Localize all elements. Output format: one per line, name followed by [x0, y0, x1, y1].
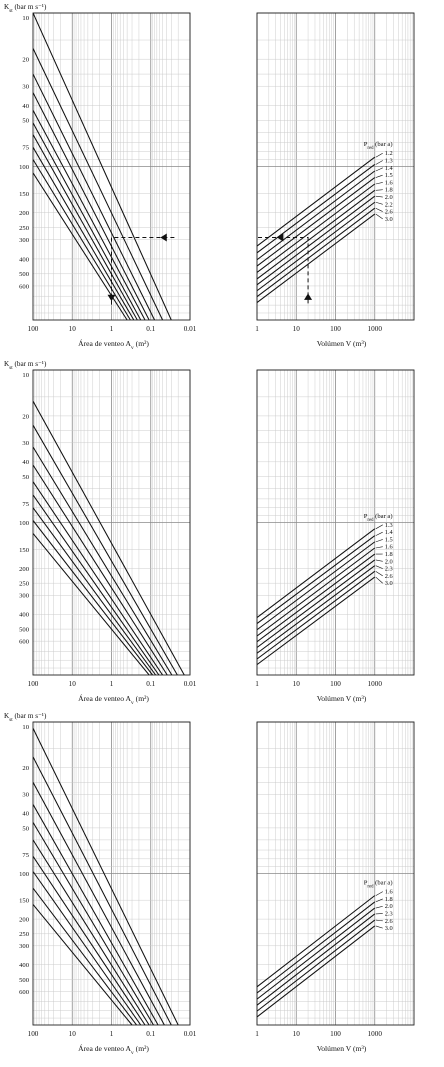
- legend-leader: [376, 566, 383, 569]
- legend-leader: [376, 920, 383, 921]
- legend-label-1-8: 1.8: [384, 551, 393, 559]
- legend-label-1-5: 1.5: [384, 172, 393, 180]
- legend-label-2-2: 2.2: [384, 201, 393, 209]
- y-tick-label: 10: [22, 724, 29, 731]
- legend-leader: [376, 539, 383, 541]
- legend-label-2-3: 2.3: [384, 565, 393, 573]
- chart-right-row-2: [255, 370, 414, 703]
- y-tick-label: 200: [19, 916, 29, 924]
- series-line-1-8: [257, 554, 375, 642]
- legend-leader: [376, 560, 383, 561]
- x-axis-label: Volúmen V (m³): [316, 694, 367, 703]
- series-line-3-0: [257, 926, 375, 1017]
- series-line-2-6: [257, 571, 375, 659]
- series-line-5: [33, 840, 149, 1025]
- x-tick-label: 10: [292, 680, 300, 688]
- y-axis-label: $K_{st}$ (bar m s⁻¹): [4, 712, 47, 723]
- y-tick-label: 300: [19, 237, 29, 245]
- legend-label-1-2: 1.2: [384, 150, 393, 158]
- x-tick-label: 0.01: [183, 325, 197, 333]
- guide-dashed-line: [112, 237, 175, 305]
- x-axis-label: Área de venteo $A_v$ (m²): [78, 694, 149, 706]
- y-tick-label: 100: [19, 870, 29, 878]
- legend-label-1-6: 1.6: [384, 888, 393, 896]
- legend-leader: [376, 547, 383, 548]
- y-tick-label: 100: [19, 519, 29, 527]
- guide-arrowhead: [304, 293, 312, 299]
- series-line-2: [33, 74, 155, 320]
- legend-leader: [376, 168, 383, 171]
- x-tick-label: 1: [255, 325, 259, 333]
- y-tick-label: 20: [22, 56, 29, 64]
- curve-group: [33, 401, 184, 675]
- series-line-8: [33, 533, 149, 675]
- y-tick-label: 100: [19, 163, 29, 171]
- y-tick-label: 200: [19, 210, 29, 218]
- legend-label-1-6: 1.6: [384, 543, 393, 551]
- x-tick-label: 100: [330, 680, 341, 688]
- x-tick-label: 0.1: [146, 325, 156, 333]
- legend-label-3-0: 3.0: [384, 215, 393, 223]
- legend-label-1-3: 1.3: [384, 157, 393, 165]
- x-tick-label: 100: [330, 1030, 341, 1038]
- y-tick-label: 300: [19, 943, 29, 951]
- legend-title: $P_{red}$ (bar a): [363, 141, 393, 151]
- series-line-7: [33, 871, 141, 1025]
- y-tick-label: 600: [19, 283, 29, 291]
- legend-leader: [376, 577, 383, 583]
- legend-leader: [376, 926, 383, 928]
- y-tick-label: 300: [19, 592, 29, 600]
- x-tick-label: 10: [68, 680, 76, 688]
- legend-label-2-0: 2.0: [384, 194, 393, 202]
- y-tick-label: 50: [22, 825, 29, 833]
- legend-label-1-3: 1.3: [384, 521, 393, 529]
- chart-left-row-1: [4, 3, 197, 351]
- legend-leader: [376, 202, 383, 204]
- y-axis-label: $K_{st}$ (bar m s⁻¹): [4, 360, 47, 371]
- series-line-5: [33, 123, 141, 320]
- x-tick-label: 0.1: [146, 1030, 156, 1038]
- y-tick-label: 400: [19, 611, 29, 619]
- x-tick-label: 1: [109, 325, 114, 333]
- y-tick-label: 40: [22, 459, 29, 467]
- y-tick-label: 75: [22, 144, 29, 152]
- series-line-1-8: [257, 190, 375, 279]
- legend-leader: [376, 161, 383, 165]
- legend-leader: [376, 190, 383, 191]
- guide-arrowhead: [160, 233, 166, 241]
- y-tick-label: 10: [22, 372, 29, 379]
- legend-leader: [376, 175, 383, 177]
- series-line-2-0: [257, 908, 375, 999]
- legend-label-2-0: 2.0: [384, 558, 393, 566]
- y-tick-label: 500: [19, 626, 29, 634]
- x-axis-label: Área de venteo $A_v$ (m²): [78, 1044, 149, 1056]
- series-line-2: [33, 782, 164, 1025]
- y-tick-label: 600: [19, 638, 29, 646]
- curve-group: [257, 896, 375, 1017]
- y-tick-label: 400: [19, 962, 29, 970]
- y-tick-label: 500: [19, 271, 29, 279]
- series-line-1-6: [257, 896, 375, 987]
- y-tick-label: 30: [22, 791, 29, 799]
- legend-label-2-3: 2.3: [384, 910, 393, 918]
- legend-title: $P_{red}$ (bar a): [363, 512, 393, 523]
- chart-right-row-3: [255, 722, 414, 1053]
- legend-leader: [376, 196, 383, 197]
- legend-title: $P_{red}$ (bar a): [363, 879, 393, 890]
- legend-label-2-6: 2.6: [384, 208, 393, 216]
- y-tick-label: 250: [19, 580, 29, 588]
- x-tick-label: 100: [27, 325, 39, 333]
- series-line-3: [33, 804, 158, 1025]
- y-tick-label: 40: [22, 102, 29, 110]
- legend-label-1-4: 1.4: [384, 164, 393, 172]
- legend-label-1-4: 1.4: [384, 529, 393, 537]
- series-line-7: [33, 147, 134, 320]
- x-tick-label: 0.01: [183, 680, 197, 688]
- legend-leader: [376, 892, 383, 896]
- y-tick-label: 250: [19, 931, 29, 939]
- x-tick-label: 100: [27, 680, 39, 688]
- chart-left-row-3: [4, 712, 197, 1056]
- series-line-1: [33, 48, 163, 320]
- legend-leader: [376, 214, 383, 219]
- x-tick-label: 100: [330, 325, 341, 333]
- series-line-4: [33, 822, 154, 1025]
- legend-leader: [376, 906, 383, 908]
- legend-label-3-0: 3.0: [384, 925, 393, 933]
- legend-leader: [376, 899, 383, 902]
- guide-arrowhead: [277, 233, 283, 241]
- legend-leader: [376, 153, 383, 157]
- series-line-1: [33, 425, 177, 675]
- y-tick-label: 30: [22, 440, 29, 448]
- series-line-4: [33, 110, 145, 320]
- legend-leader: [376, 571, 383, 576]
- y-axis-label: $K_{st}$ (bar m s⁻¹): [4, 3, 47, 14]
- legend-label-1-6: 1.6: [384, 179, 393, 187]
- legend-label-2-0: 2.0: [384, 903, 393, 911]
- y-tick-label: 150: [19, 897, 29, 905]
- y-tick-label: 10: [22, 15, 29, 22]
- x-axis-label: Volúmen V (m³): [316, 1044, 367, 1053]
- series-line-5: [33, 495, 159, 675]
- x-tick-label: 0.1: [146, 680, 156, 688]
- curve-group: [257, 157, 375, 302]
- x-tick-label: 10: [292, 1030, 300, 1038]
- y-tick-label: 600: [19, 988, 29, 996]
- legend-label-2-6: 2.6: [384, 917, 393, 925]
- series-line-1-6: [257, 184, 375, 272]
- legend-label-1-8: 1.8: [384, 186, 393, 194]
- legend-leader: [376, 208, 383, 211]
- x-axis-label: Área de venteo $A_v$ (m²): [78, 339, 149, 351]
- series-line-3-0: [257, 214, 375, 303]
- x-tick-label: 1000: [367, 1030, 382, 1038]
- y-tick-label: 75: [22, 500, 29, 508]
- series-line-1-6: [257, 548, 375, 636]
- series-line-3: [33, 465, 167, 675]
- legend-leader: [376, 525, 383, 529]
- legend-label-1-5: 1.5: [384, 536, 393, 544]
- x-tick-label: 1: [255, 680, 259, 688]
- series-line-2-0: [257, 196, 375, 285]
- x-tick-label: 0.01: [183, 1030, 197, 1038]
- x-tick-label: 10: [68, 325, 76, 333]
- x-tick-label: 10: [68, 1030, 76, 1038]
- series-line-1-4: [257, 536, 375, 624]
- y-tick-label: 20: [22, 413, 29, 421]
- y-tick-label: 50: [22, 117, 29, 125]
- series-line-2-3: [257, 566, 375, 654]
- x-axis-label: Volúmen V (m³): [316, 339, 367, 348]
- series-line-6: [33, 508, 156, 675]
- legend-label-1-8: 1.8: [384, 895, 393, 903]
- x-tick-label: 1: [109, 1030, 114, 1038]
- x-tick-label: 100: [27, 1030, 39, 1038]
- y-tick-label: 40: [22, 810, 29, 818]
- y-tick-label: 75: [22, 851, 29, 859]
- x-tick-label: 10: [292, 325, 300, 333]
- y-tick-label: 30: [22, 83, 29, 91]
- x-tick-label: 1000: [367, 680, 382, 688]
- y-tick-label: 400: [19, 256, 29, 264]
- y-tick-label: 150: [19, 546, 29, 554]
- legend-label-2-6: 2.6: [384, 572, 393, 580]
- x-tick-label: 1: [255, 1030, 259, 1038]
- legend-label-3-0: 3.0: [384, 580, 393, 588]
- y-tick-label: 50: [22, 473, 29, 481]
- legend-leader: [376, 182, 383, 184]
- y-tick-label: 20: [22, 765, 29, 773]
- series-line-0: [33, 728, 178, 1025]
- y-tick-label: 200: [19, 565, 29, 573]
- y-tick-label: 500: [19, 976, 29, 984]
- y-tick-label: 250: [19, 224, 29, 232]
- chart-left-row-2: [4, 360, 197, 706]
- curve-group: [33, 728, 178, 1025]
- y-tick-label: 150: [19, 190, 29, 198]
- series-line-1-5: [257, 542, 375, 630]
- legend-leader: [376, 532, 383, 536]
- series-line-1-2: [257, 157, 375, 246]
- x-tick-label: 1: [109, 680, 114, 688]
- chart-right-row-1: [255, 13, 414, 348]
- x-tick-label: 1000: [367, 325, 382, 333]
- series-line-4: [33, 482, 163, 675]
